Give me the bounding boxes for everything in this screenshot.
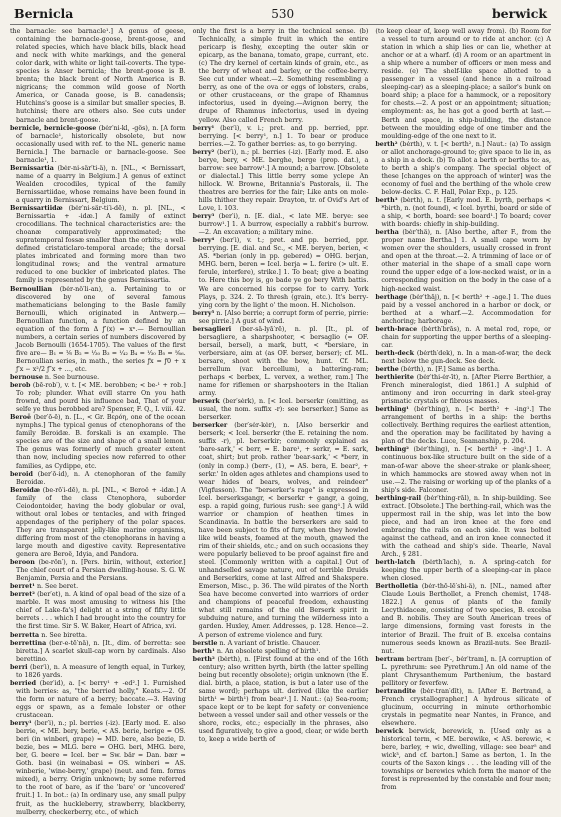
- entry-body: n. An obsolete spelling of birth¹.: [216, 647, 321, 655]
- entry-headword: Bernoullian: [10, 285, 53, 293]
- dictionary-entry: [375, 28, 551, 141]
- entry-body: (bėrth′dek), n. In a man-of-war, the deck next below the gun-deck. See deck.: [381, 349, 552, 365]
- entry-body: (bėrth′lach), n. A spring-catch for keeping the upper berth of a sleeping-car in place when closed.: [381, 559, 552, 583]
- entry-headword: berth²: [192, 655, 215, 663]
- dictionary-entry: [10, 125, 186, 165]
- entry-body: (bėrth′brās), n. A metal rod, rope, or chain for supporting the upper berths of a sleeping-car.: [381, 325, 552, 349]
- dictionary-entry: [375, 366, 551, 374]
- entry-body: (bėr-tran′dīt), n. [After E. Bertrand, a French crystallographer.] A hydrous silicate of glucinum, occurring in minute orthorhombic crystals in pegmatite near Nantes, in France, and elsewhere.: [381, 687, 552, 728]
- dictionary-entry: [10, 374, 186, 382]
- dictionary-entry: [375, 294, 551, 326]
- entry-headword: Beroidæ: [10, 486, 41, 494]
- dictionary-entry: [375, 406, 551, 446]
- dictionary-entry: [193, 640, 369, 648]
- dictionary-entry: [10, 28, 186, 125]
- entry-body: (bėr-thō-lē′shi-ä), n. [NL., named after Claude Louis Berthollet, a French chemist, 1748-1822.] A genus of plants of the family Lecythidaceæ, consisting of two species, B. excelsa and B. nobilis. They are South American trees of large dimensions, forming vast forests in the interior of Brazil. The fruit of B. excelsa contains numerous seeds known as Brazil-nuts. See Brazil-nut.: [381, 583, 552, 655]
- dictionary-entry: [375, 446, 551, 494]
- entry-headword: berry³: [192, 213, 215, 221]
- entry-body: (bėr′thing), n. [< berth² + -ing¹.] The arrangement of berths in a ship: the berths collectively. Berthing requires the earliest attention, and the operation may be facilitated by having a plan of the decks. Luce, Seamanship, p. 204.: [381, 406, 552, 446]
- dictionary-entry: [375, 559, 551, 583]
- dictionary-entry: [10, 414, 186, 470]
- running-head-left: Bernicla: [14, 6, 74, 21]
- entry-headword: berth¹: [192, 647, 215, 655]
- entry-headword: berth³: [375, 196, 398, 204]
- entry-body: (bėr-ni-sär′ti-ä), n. [NL., < Bernissart, name of a quarry in Belgium.] A genus of extinct Wealden crocodiles, typical of the family Bernissartiidae, whose remains have been found in a quarry in Bernissart, Belgium.: [16, 164, 186, 204]
- entry-body: n. [Also berrie; a corrupt form of perrie, pirrie: see pirrie.] A gust of wind.: [198, 309, 369, 325]
- entry-body: (bėrth), n. [F.] Same as bertha.: [400, 365, 501, 373]
- dictionary-entry: [10, 205, 186, 285]
- entry-body: n. See biretta.: [41, 631, 87, 639]
- dictionary-entry: [375, 141, 551, 197]
- dictionary-entry: [193, 656, 369, 745]
- header-rule: [10, 24, 551, 25]
- entry-body: (bėr′thing), n. [< berth³ + -ing¹.] 1. A continuous box-like structure built on the side of a man-of-war above the sheer-strake or plank-sheer, in which hammocks are stowed away when not in use.—2. The raising or working up of the planks of a ship's side. Falconer.: [381, 446, 552, 494]
- dictionary-entry: [193, 310, 369, 326]
- running-head-right: berwick: [491, 6, 547, 21]
- page-header: [14, 6, 547, 21]
- entry-headword: berthe: [375, 365, 399, 373]
- dictionary-entry: [375, 374, 551, 406]
- entry-headword: berry²: [192, 148, 215, 156]
- entry-headword: berry¹: [192, 124, 215, 132]
- entry-body: n. A variant of bristle. Chaucer.: [219, 639, 321, 647]
- entry-body: (ber′sėrk), n. [< Icel. berserkr (omitting, as usual, the nom. suffix -r): see berserker.] Same as berserker.: [198, 398, 369, 422]
- entry-body: (ber′i), n.; pl. berries (-iz). [Early mod. E. also berye, bery, < ME. berghe, berge (prop. dat.), a barrow: see barrow¹.] A mound; a barrow. [Obsolete or dialectal.] This little berry some yclepe An hillock. W. Browne, Britannia's Pastorals, ii. The theatres are berries for the fair; Like ants on mole-hills thither they repair. Drayton, tr. of Ovid's Art of Love, l. 103.: [198, 148, 369, 213]
- entry-body: (ber′ō-id), n. A ctenophoran of the family Beroidæ.: [16, 470, 186, 486]
- entry-headword: berried: [10, 679, 37, 687]
- entry-headword: berthing¹: [375, 406, 409, 414]
- entry-body: n. See burnouse.: [44, 374, 100, 382]
- entry-headword: berthing²: [375, 446, 409, 454]
- entry-headword: berth-latch: [375, 559, 416, 567]
- dictionary-entry: [193, 422, 369, 639]
- column-2: [193, 28, 369, 788]
- entry-body: (ber′i), n. A measure of length equal, in Turkey, to 1826 yards.: [16, 663, 186, 679]
- entry-body: (to keep clear of, keep well away from). (b) Room for a vessel to turn around or to ride at anchor. (c) A station in which a ship lies or can lie, whether at anchor or at a wharf. (d) A room or an apartment in a ship where a number of officers or men mess and reside. (e) The shelf-like space allotted to a passenger in a vessel (and hence in a railroad sleeping-car) as a sleeping-place; a sailor's bunk on board ship; a place for a hammock, or a repository for chests.—2. A post or an appointment; situation; employment: as, he has got a good berth at last.—Berth and space, in ship-building, the distance between the moulding edge of one timber and the moulding-edge of the one next to it.: [375, 28, 552, 140]
- entry-body: (bėr′ni-sär-ti′i-dē), n. pl. [NL., < Bernissartia + -idæ.] A family of extinct crocodilians. The technical characteristics are: the choanæ comparatively approximated; the supratemporal fossæ smaller than the orbits; a well-defined cristaticlaro-temporal arcade; the dorsal plates imbricated and forming more than two longitudinal rows; and the ventral armature reduced to one buckler of imbricated plates. The family is represented by the genus Bernissartia.: [16, 205, 186, 285]
- dictionary-entry: [193, 125, 369, 149]
- entry-headword: Bertholletia: [375, 583, 419, 591]
- column-3: [375, 28, 552, 792]
- entry-headword: berthierite: [375, 374, 414, 382]
- entry-headword: berwick: [375, 728, 404, 736]
- entry-headword: bernouse: [10, 374, 43, 382]
- entry-headword: berth²: [375, 140, 398, 148]
- entry-body: (ber-sä-lyā′rē), n. pl. [It., pl. of bersagliere, a sharpshooter, < bersaglio (= OF. bersail, bersel), a mark, butt, < *bersiare, in verbersiare, aim at (as OF. berser, berser); cf. ML. bersare, shoot with the bow, hunt. Cf. ML. berrellum (var. bercellum), a battering-ram; perhaps < berbex, L. vervex, a wether, ram.] The name for riflemen or sharpshooters in the Italian army.: [198, 325, 369, 398]
- dictionary-entry: [10, 720, 186, 817]
- entry-body: (bėrth), n. t. [Early mod. E. byrth, perhaps < *birth, n. (not found), < Icel. byrthi, board or side of a ship, < borth, board: see board¹.] To board; cover with boards: chiefly in ship-building.: [381, 196, 552, 229]
- entry-body: berwick, berewick, n. [Used only as a historical term, < ME. berewike, < AS. berewic, < bere, barley, + wic, dwelling, village: see bear⁵ and wick³, and cf. barton.] Same as berton, 1. In the courts of the Saxon kings . . . the leading vill of the townships or berewics which form the manor of the forest is represented by the constable and four men; from: [381, 728, 552, 792]
- dictionary-entry: [10, 591, 186, 631]
- text-columns: [10, 28, 552, 816]
- dictionary-entry: [193, 648, 369, 656]
- entry-headword: berstle: [192, 639, 218, 647]
- entry-body: (bėr′ni-kl, -gös), n. [A form of barnacle¹, historically obsolete, but now occasionally used with ref. to the NL. generic name Bernicla.] The barnacle or barnacle-goose. See barnacle¹, 1.: [16, 124, 186, 164]
- dictionary-entry: [375, 656, 551, 688]
- entry-headword: bertha: [375, 229, 399, 237]
- entry-headword: berry⁴: [192, 237, 215, 245]
- entry-headword: berob: [10, 382, 31, 390]
- entry-headword: berserk: [192, 398, 220, 406]
- entry-headword: bersaglieri: [192, 325, 232, 333]
- entry-headword: Beroë: [10, 414, 32, 422]
- entry-headword: berry⁵: [192, 309, 215, 317]
- entry-body: (bėrth), n. [First found at the end of the 16th century; also written byrth, birth (the latter spelling being but recently obsolete); origin unknown (the E. dial. birth, a place, station, is but a later use of the same word); perhaps ult. derived (like the earlier birth¹ = birth¹) from bear¹.] I. Naut.: (a) Sea-room; space kept or to be kept for safety or convenience between a vessel under sail and other vessels or the shore, rocks, etc.; especially in the phrases, also used figuratively, to give a good, clear, or wide berth to, keep a wide berth of: [198, 655, 369, 744]
- entry-body: (bėrth), v. t. [< berth², n.] Naut.: (a) To assign or allot anchorage-ground to; give space to lie in, as a ship in a dock. (b) To allot a berth or berths to: as, to berth a ship's company. The special object of these [changes on the approach of winter] was the economy of fuel and the berthing of the whole crew below-decks. C. F. Hall, Polar Exp., p. 125.: [381, 140, 552, 196]
- dictionary-entry: [10, 487, 186, 559]
- entry-headword: berthage: [375, 293, 408, 301]
- entry-body: (ber′i), v. i.; pret. and pp. berried, ppr. berrying. [< berry¹, n.] 1. To bear or produce berries.—2. To gather berries: as, to go berrying.: [198, 124, 369, 148]
- dictionary-entry: [375, 728, 551, 792]
- entry-body: n. See beret.: [36, 583, 79, 591]
- entry-headword: bernicle, bernicle-goose: [10, 124, 97, 132]
- entry-headword: berserker: [192, 422, 228, 430]
- dictionary-entry: [10, 640, 186, 664]
- entry-headword: berri: [10, 663, 28, 671]
- entry-body: bertram [ber′-, bėr′tram], n. [A corruption of L. pyrethrum: see Pyrethrum.] An old name of the plant Chrysanthemum Parthenium, the bastard pellitory or feverfew.: [381, 655, 552, 687]
- entry-body: (ber′i), v. t.; pret. and pp. berried, ppr. berrying. [E. dial. and Sc., < ME. beryen, berien, < AS. *berian (only in pp. gebered) = OHG. berjan, MHG. bern, beren = Icel. berja = L. ferire (> ult. E. ferule, interfere), strike.] 1. To beat; give a beating to. Here this boy is, go bade ye go bery With battis. We are concerned his corpse for to carry. York Plays, p. 324. 2. To thresh (grain, etc.). It's berry-ying corn by the light o' the moon. H. Nicholson.: [198, 237, 369, 309]
- dictionary-entry: [375, 688, 551, 728]
- entry-body: (bėr-nö′li-an), a. Pertaining to or discovered by one of several famous mathematicians belonging to the Basle family Bernoulli, which originated in Antwerp.— Bernoullian function, a function defined by an equation of the form Δ ƒ′(x) = xⁿ.— Bernoullian numbers, a certain series of numbers discovered by Jacob Bernoulli (1654-1705). The values of the first five are— B₁ = ⅙ B₂ = ¹⁄₃₀ B₃ = ¹⁄₄₂ B₄ = ¹⁄₃₀ B₅ = ⁵⁄₆₆. Bernoullian series, in math., the series ƒx = ƒ0 + x ƒ′x − x²/2 ƒ″x + …, etc.: [16, 285, 186, 373]
- entry-body: (ber′ō-ē), n. [L., < Gr. Βερόη, one of the ocean nymphs.] The typical genus of ctenophorans of the family Beroidæ. B. forskali is an example. The species are of the size and shape of a small lemon. The genus was formerly of much greater extent than now, including species now referred to other families, as Cydippe, etc.: [16, 414, 186, 470]
- dictionary-entry: [10, 664, 186, 680]
- dictionary-entry: [375, 495, 551, 559]
- entry-body: the barnacle: see barnacle¹.] A genus of geese, containing the barnacle-goose, brent-goose, and related species, which have black bills, black head and neck with white markings, and the general color dark, with white or light tail-coverts. The type-species is Anser bernicla; the brent-goose is B. brenta; the black brent of North America is B. nigricans; the common wild goose of North America, or Canada goose, is B. canadensis; Hutchins's goose is a similar but smaller species, B. hutchinsi; there are others also. See cuts under barnacle and brent-goose.: [10, 28, 186, 124]
- entry-headword: berret²: [10, 591, 35, 599]
- dictionary-entry: [375, 197, 551, 229]
- entry-headword: berretta: [10, 631, 40, 639]
- dictionary-entry: [10, 680, 186, 720]
- dictionary-entry: [10, 286, 186, 375]
- entry-body: (be-rō′i-dē), n. pl. [NL., < Beroë + -idæ.] A family of the class Ctenophora, suborder Ceiodontoider, having the body globular or oval, without oral lobes or tentacles, and with fringed appendages of the periphery of the polar spaces. They are transparent jelly-like marine organisms, differing from most of the ctenophorans in having a large mouth and digestive cavity. Representative genera are Beroë, Idyia, and Pandora.: [16, 486, 186, 559]
- entry-body: (ber′sėr-kėr), n. [Also berserkir and berserk; < Icel. berserkr (the E. retaining the nom. suffix -r), pl. berserkir; commonly explained as 'bare-sark,' < berr, = E. bare¹, + serkr, = E. sark, coat, shirt; but prob. rather 'bear-sark,' < *berr, in (only in comp.) (berr-, (1), = AS. bera, E. bear², + serkr.' In olden ages athletes and champions used to wear hides of bears, wolves, and reindeer" (Vigfusson). The "berserker's rage" is expressed in Icel. berserksgangr, < berserkr + gangr, a going, esp. a rapid going, furious rush: see gang¹.] A wild warrior or champion of heathen times in Scandinavia. In battle the berserkers are said to have been subject to fits of fury, when they howled like wild beasts, foamed at the mouth, gnawed the rim of their shields, etc.; and on such occasions they were popularly believed to be proof against fire and steel. [Commonly written with a capital.] Out of unhandselled savage nature, out of terrible Druids and Berserkirs, come at last Alfred and Shakspere. Emerson, Misc., p. 36. The wild pirates of the North Sea have become converted into warriors of order and champions of peaceful freedom, exhausting what still remains of the old Berserk spirit in subduing nature, and turning the wilderness into a garden. Huxley, Amer. Addresses, p. 128. Hence—2. A person of extreme violence and fury.: [198, 422, 369, 639]
- dictionary-entry: [375, 229, 551, 293]
- entry-body: (bėr′thing-rāl), n. In ship-building. See extract. [Obsolete.] The berthing-rail, which was the uppermost rail in the ship, was let into the bow piece, and had an iron knee at the fore end embracing the rails on each side. It was bolted against the cathead, and an iron knee connected it with the cathead and ship's side. Thearle, Naval Arch., § 281.: [381, 494, 552, 559]
- entry-body: (ber′id), a. [< berry¹ + -ed².] 1. Furnished with berries: as, "the berried holly," Keats.—2. Of the form or nature of a berry; baccate.—3. Having eggs or spawn, as a female lobster or other crustacean.: [16, 679, 186, 719]
- page-number: 530: [271, 7, 295, 21]
- entry-headword: berret¹: [10, 583, 35, 591]
- entry-body: (bėr′thä), n. [Also berthe, after F., from the proper name Bertha.] 1. A small cape worn by women over the shoulders, usually crossed in front and open at the throat.—2. A trimming of lace or of other material in the shape of a small cape worn round the upper edge of a low-necked waist, or in a corresponding position on the body in the case of a high-necked waist.: [381, 229, 552, 293]
- entry-body: (ber′i), n.; pl. berries (-iz). [Early mod. E. also berrie, < ME. bery, berie, < AS. berie, berige = OS. beri (in winberi, grape) = MD. bere, also bezie, D. bezie, bes = MLG. bere = OHG. beri, MHG. bere, ber, G. beere = Icel. ber = Sw. bär = Dan. bær = Goth. basi (in weinabasi = OS. winberi = AS. winberie, 'wine-berry,' grape) (neut. and fem. forms mixed), a berry. Origin unknown; by some referred to the root of bare, as if the 'bare' or 'uncovered' fruit.] 1. In bot.: (a) In ordinary use, any small pulpy fruit, as the huckleberry, strawberry, blackberry, mulberry, checkerberry, etc., of which: [16, 720, 186, 816]
- dictionary-entry: [375, 350, 551, 366]
- entry-body: only the first is a berry in the technical sense. (b) Technically, a simple fruit in which the entire pericarp is fleshy, excepting the outer skin or epicarp, as the banana, tomato, grape, currant, etc. (c) The dry kernel of certain kinds of grain, etc., as the berry of wheat and barley, or the coffee-berry. See cut under wheat.—2. Something resembling a berry, as one of the ova or eggs of lobsters, crabs, or other crustaceans, or the grape of Rhamnus infectorius, used in dyeing.—Avignon berry, the drupe of Rhamnus infectorius, used in dyeing yellow. Also called French berry.: [192, 28, 369, 124]
- entry-headword: berrettina: [10, 639, 47, 647]
- dictionary-entry: [193, 149, 369, 213]
- entry-body: (ber-e-tē′nä), n. [It., dim. of berretta: see biretta.] A scarlet skull-cap worn by cardinals. Also berettino.: [16, 639, 186, 663]
- dictionary-entry: [10, 632, 186, 640]
- entry-headword: bertram: [375, 655, 405, 663]
- dictionary-entry: [375, 583, 551, 655]
- dictionary-entry: [375, 326, 551, 350]
- dictionary-entry: [193, 398, 369, 422]
- entry-body: (bėr′thi-ėr-īt), n. [After Pierre Berthier, a French mineralogist, died 1861.] A sulphid of antimony and iron occurring in dark steel-gray prismatic crystals or fibrous masses.: [381, 374, 552, 406]
- entry-headword: Bernissartia: [10, 164, 54, 172]
- dictionary-entry: [193, 213, 369, 237]
- entry-headword: beroon: [10, 559, 35, 567]
- entry-headword: Bernissartiidæ: [10, 205, 63, 213]
- dictionary-entry: [10, 382, 186, 414]
- column-1: [10, 28, 186, 816]
- entry-body: (be-rön′), n. [Pers. biriin, without, exterior.] The chief court of a Persian dwelling-house. S. G. W. Benjamin, Persia and the Persians.: [16, 559, 186, 583]
- dictionary-entry: [193, 326, 369, 398]
- dictionary-entry: [10, 165, 186, 205]
- entry-headword: beroid: [10, 470, 33, 478]
- dictionary-entry: [193, 237, 369, 309]
- entry-headword: berth-brace: [375, 325, 418, 333]
- entry-body: (ber′et), n. A kind of opal bead of the size of a marble. It was most amusing to witness his [the chief of Lake-fa's] delight at a string of fifty little berrets . . . which I had brought into the country for the first time. Sir S. W. Baker, Heart of Africa, xvi.: [16, 591, 186, 631]
- entry-body: (ber′i), n. [E. dial., < late ME. berye: see burrow¹.] 1. A burrow, especially a rabbit's burrow.—2. An excavation; a military mine.: [198, 213, 369, 237]
- entry-body: (bē-rob′), v. t. [< ME. berobben; < be-¹ + rob.] To rob; plunder. What evill starre On you hath frownd, and pourd his influence bad, That of your selfe ye thus berobbed are? Spenser, F. Q., I. viii. 42.: [16, 382, 186, 414]
- entry-body: (bėr′thāj), n. [< berth² + -age.] 1. The dues paid by a vessel anchored in a harbor or dock, or berthed at a wharf.—2. Accommodation for anchoring; harborage.: [381, 293, 552, 325]
- entry-headword: bertrandite: [375, 687, 416, 695]
- dictionary-entry: [193, 28, 369, 125]
- dictionary-entry: [10, 559, 186, 583]
- entry-headword: berth-deck: [375, 349, 415, 357]
- dictionary-entry: [10, 471, 186, 487]
- entry-headword: berry¹: [10, 720, 32, 728]
- entry-headword: berthing-rail: [375, 494, 422, 502]
